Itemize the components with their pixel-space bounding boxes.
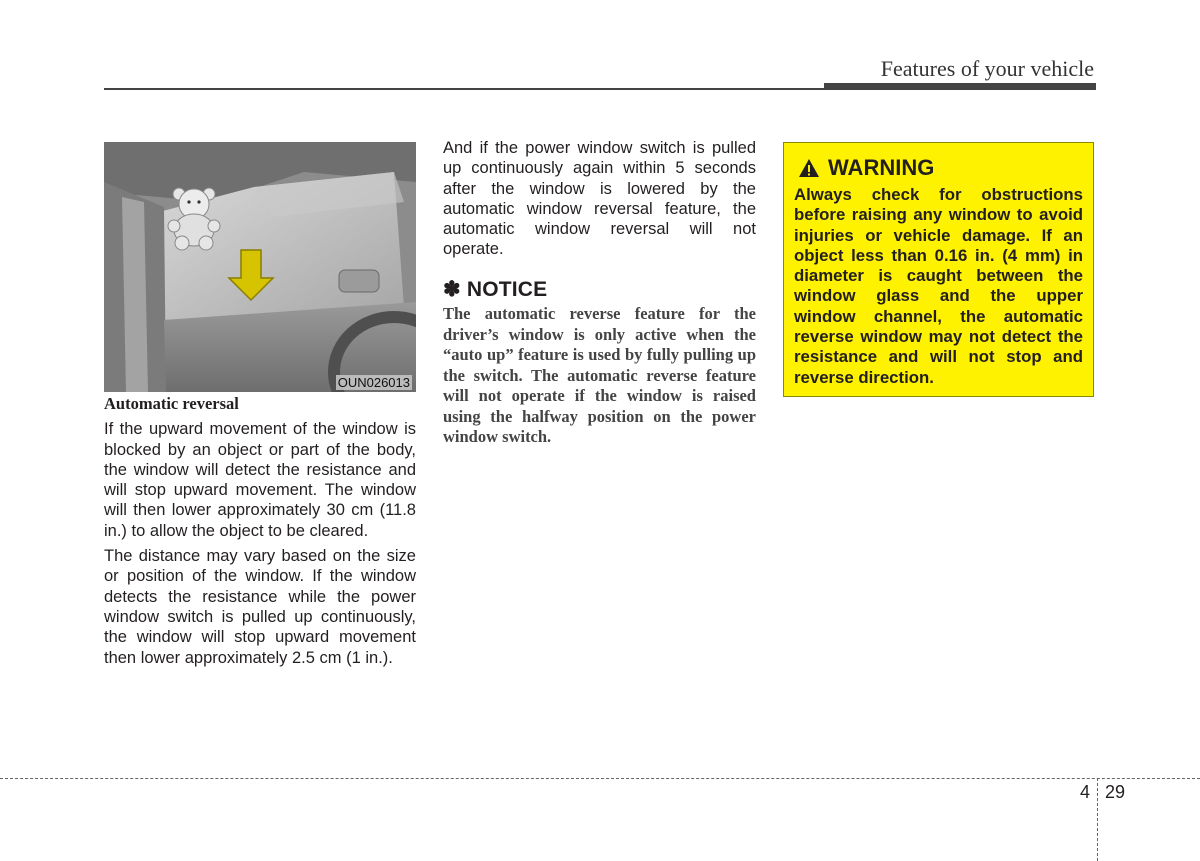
header-rule-thin (104, 88, 824, 90)
paragraph: If the upward movement of the window is blocked by an object or part of the body, the window will detect the resistance and will stop upward movement. The window will then lower approximately 30 cm (11.8 in.) to allow the object to be cleared. (104, 420, 416, 540)
paragraph: The distance may vary based on the size or position of the window. If the window detects the resistance while the power window switch is pulled up continuously, the window will stop upward movement then lower approximately 2.5 cm (1 in.). (104, 547, 416, 667)
car-window-illustration (104, 142, 416, 392)
footer-vertical-divider (1097, 778, 1098, 861)
warning-title: WARNING (828, 155, 935, 180)
car-interior-drawing (104, 142, 416, 392)
warning-box (783, 142, 1094, 397)
notice-body: The automatic reverse feature for the driver’s window is only active when the “auto up” feature is used by fully pulling up the switch. The automatic reverse feature will not operate if the window is raised using the halfway position on the power window switch. (443, 304, 756, 447)
column-left (104, 394, 416, 673)
notice-heading: ✽ NOTICE (443, 277, 548, 301)
section-number: 4 (1080, 782, 1091, 802)
section-caption: Automatic reversal (104, 394, 239, 413)
column-middle (443, 138, 756, 448)
footer-divider (0, 778, 1200, 779)
warning-triangle-icon (798, 158, 820, 178)
figure-code: OUN026013 (337, 375, 410, 390)
warning-title-row (798, 155, 1083, 181)
warning-body: Always check for obstructions before raising any window to avoid injuries or vehicle damage. If an object less than 0.16 in. (4 mm) in diameter is caught between the window glass and the upper window channel, the automatic reverse window may not detect the resistance and will not stop and reverse direction. (794, 185, 1083, 387)
paragraph: And if the power window switch is pulled up continuously again within 5 seconds after the window is lowered by the automatic window reversal feature, the automatic window reversal will not operate. (443, 139, 756, 259)
page-header-title: Features of your vehicle (880, 56, 1094, 81)
header-rule-thick (824, 83, 1096, 90)
page-number: 29 (1105, 782, 1126, 802)
